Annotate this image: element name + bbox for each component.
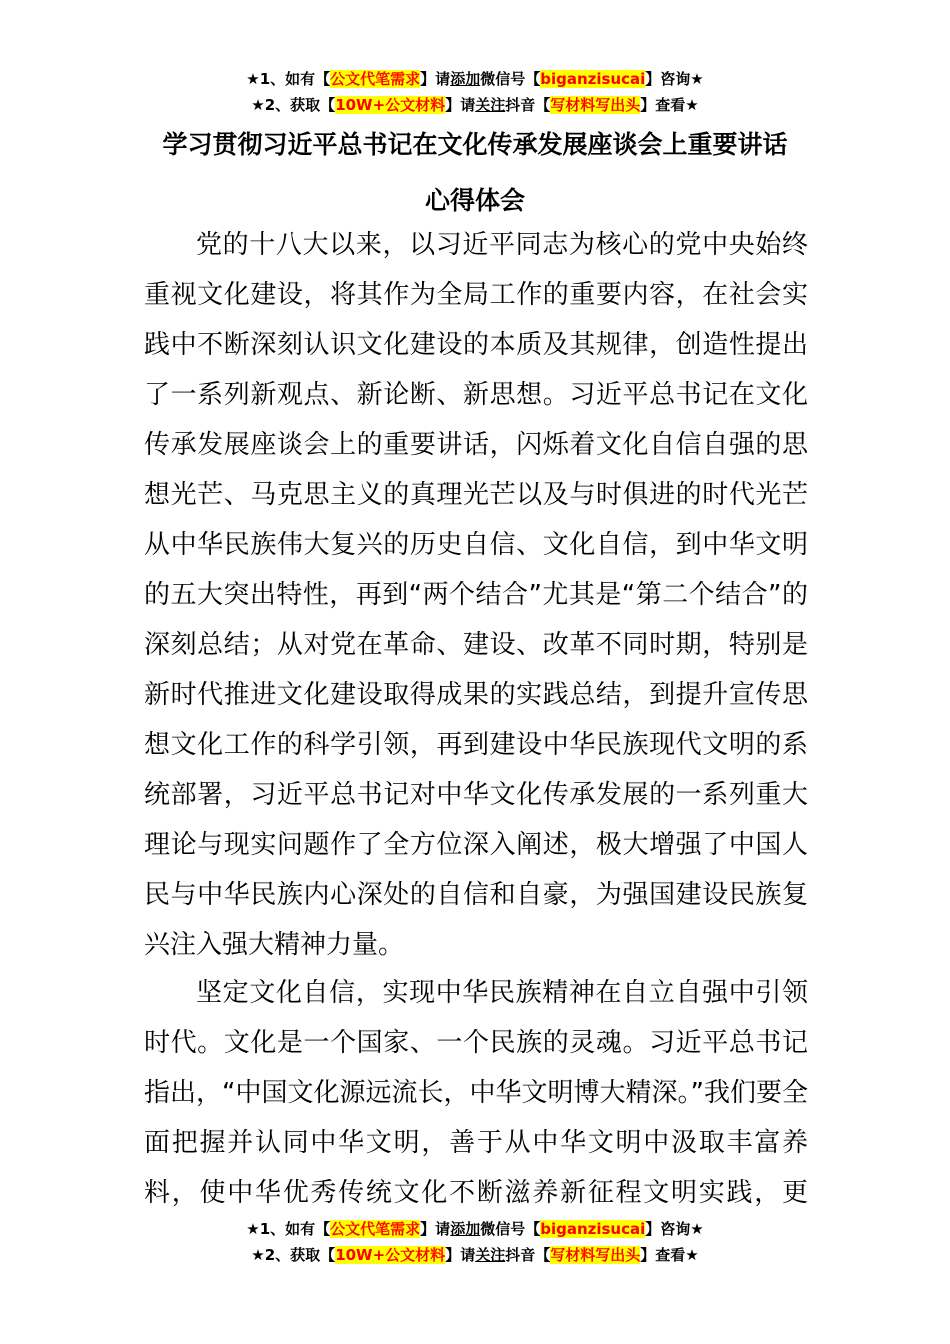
body-paragraph-2 — [144, 968, 808, 1218]
body-paragraph-1 — [144, 220, 808, 970]
footer-banner — [0, 1216, 950, 1268]
highlight-materials: 10W+公文材料 — [335, 96, 446, 114]
highlight-service: 公文代笔需求 — [330, 1220, 421, 1238]
highlight-wechat-id: biganzisucai — [540, 1220, 646, 1238]
paragraph-text: 坚定文化自信，实现中华民族精神在自立自强中引领时代。文化是一个国家、一个民族的灵魂。习近平总书记指出，“中国文化源远流长，中华文明博大精深。”我们要全面把握并认同中华文明，善于从中华文明中汲取丰富养料，使中华优秀传统文化不断滋养新征程文明实践，更 — [144, 978, 808, 1208]
banner-line-1: ★1、如有【公文代笔需求】请添加微信号【biganzisucai】咨询★ — [246, 70, 704, 88]
highlight-service: 公文代笔需求 — [330, 70, 421, 88]
banner-line-2: ★2、获取【10W+公文材料】请关注抖音【写材料写出头】查看★ — [251, 96, 699, 114]
header-banner — [0, 66, 950, 118]
highlight-douyin-account: 写材料写出头 — [550, 96, 641, 114]
title-line-2: 心得体会 — [424, 186, 525, 215]
highlight-douyin-account: 写材料写出头 — [550, 1246, 641, 1264]
highlight-wechat-id: biganzisucai — [540, 70, 646, 88]
document-title — [0, 117, 950, 229]
banner-line-1: ★1、如有【公文代笔需求】请添加微信号【biganzisucai】咨询★ — [246, 1220, 704, 1238]
highlight-materials: 10W+公文材料 — [335, 1246, 446, 1264]
banner-line-2: ★2、获取【10W+公文材料】请关注抖音【写材料写出头】查看★ — [251, 1246, 699, 1264]
paragraph-text: 党的十八大以来，以习近平同志为核心的党中央始终重视文化建设，将其作为全局工作的重要内容，在社会实践中不断深刻认识文化建设的本质及其规律，创造性提出了一系列新观点、新论断、新思想。习近平总书记在文化传承发展座谈会上的重要讲话，闪烁着文化自信自强的思想光芒、马克思主义的真理光芒以及与时俱进的时代光芒从中华民族伟大复兴的历史自信、文化自信，到中华文明的五大突出特性，再到“两个结合”尤其是“第二个结合”的深刻总结；从对党在革命、建设、改革不同时期，特别是新时代推进文化建设取得成果的实践总结，到提升宣传思想文化工作的科学引领，再到建设中华民族现代文明的系统部署，习近平总书记对中华文化传承发展的一系列重大理论与现实问题作了全方位深入阐述，极大增强了中国人民与中华民族内心深处的自信和自豪，为强国建设民族复兴注入强大精神力量。 — [144, 230, 808, 960]
title-line-1: 学习贯彻习近平总书记在文化传承发展座谈会上重要讲话 — [162, 130, 788, 159]
